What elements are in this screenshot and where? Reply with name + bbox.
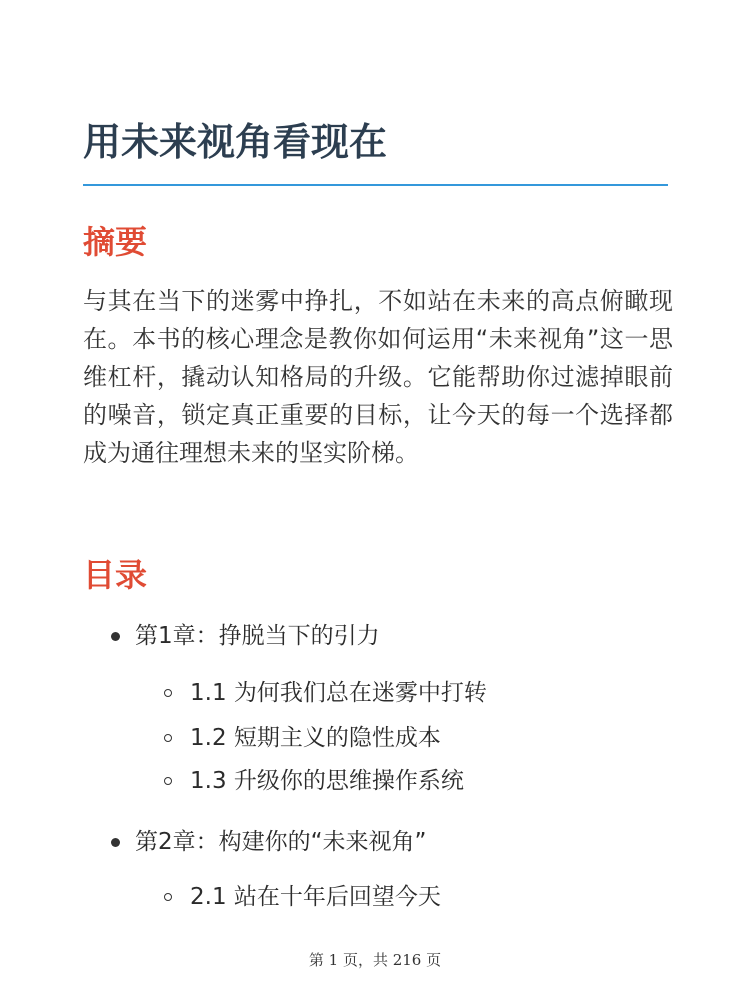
- toc-chapter-2[interactable]: 第2章：构建你的“未来视角”: [135, 829, 427, 855]
- section-bullet-icon: [164, 893, 172, 901]
- page-number-footer: 第 1 页，共 216 页: [308, 951, 442, 969]
- chapter-bullet-icon: [111, 838, 120, 847]
- chapter-bullet-icon: [111, 632, 120, 641]
- section-bullet-icon: [164, 689, 172, 697]
- abstract-heading: 摘要: [83, 223, 148, 261]
- abstract-text: 与其在当下的迷雾中挣扎，不如站在未来的高点俯瞰现在。本书的核心理念是教你如何运用“未来视角”这一思维杠杆，撬动认知格局的升级。它能帮助你过滤掉眼前的噪音，锁定真正重要的目标，让今天的每一个选择都成为通往理想未来的坚实阶梯。: [83, 287, 673, 467]
- section-bullet-icon: [164, 777, 172, 785]
- toc-section-1-3[interactable]: 1.3 升级你的思维操作系统: [190, 768, 464, 794]
- toc-section-1-1[interactable]: 1.1 为何我们总在迷雾中打转: [190, 680, 487, 706]
- title-divider: [83, 184, 668, 186]
- toc-section-1-2[interactable]: 1.2 短期主义的隐性成本: [190, 725, 441, 751]
- toc-chapter-1[interactable]: 第1章：挣脱当下的引力: [135, 623, 380, 649]
- document-title: 用未来视角看现在: [83, 120, 388, 164]
- section-bullet-icon: [164, 734, 172, 742]
- toc-section-2-1[interactable]: 2.1 站在十年后回望今天: [190, 884, 441, 910]
- toc-heading: 目录: [83, 556, 148, 594]
